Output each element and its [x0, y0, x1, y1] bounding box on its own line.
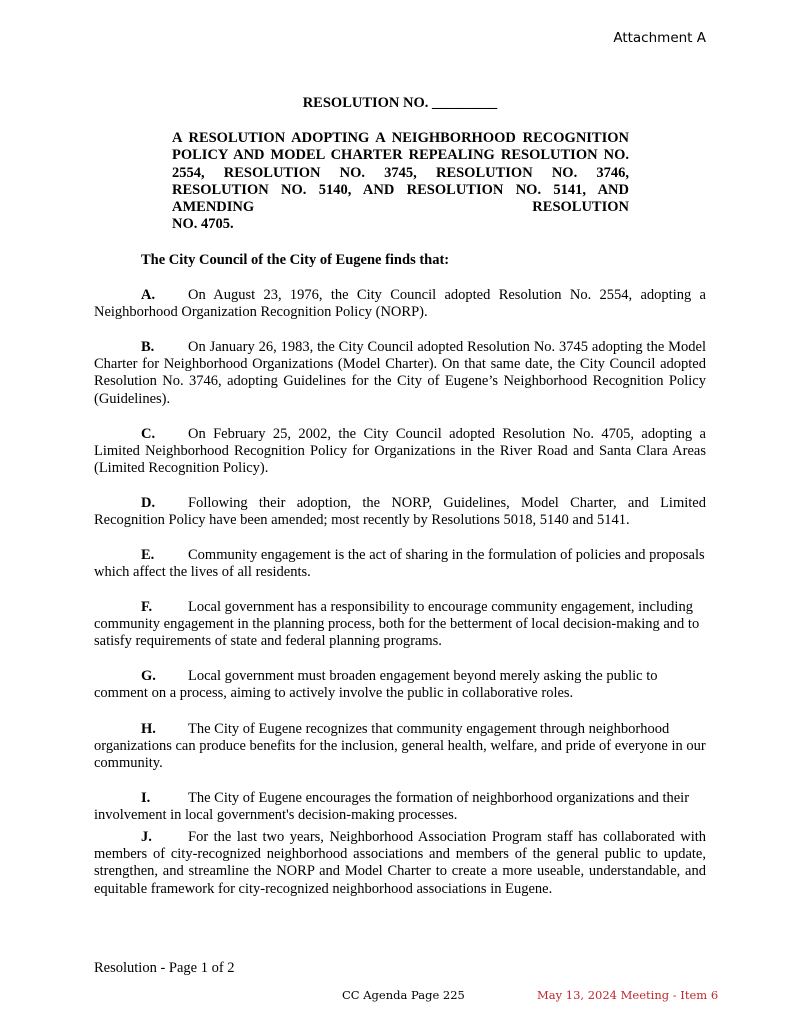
resolution-subtitle-text: A RESOLUTION ADOPTING A NEIGHBORHOOD RECOGNITION POLICY AND MODEL CHARTER REPEALING RESOLUTION NO. 2554, RESOLUTION NO. 3745, RESOLUTION NO. 3746, RESOLUTION NO. 5140, AND RESOLUTION NO. 5141, AND AMENDING RESOLUTION	[172, 130, 629, 216]
finding-text: On August 23, 1976, the City Council adopted Resolution No. 2554, adopting a Neighborhood Organization Recognition Policy (NORP).	[94, 287, 706, 321]
finding-letter: J.	[141, 829, 152, 845]
findings-intro: The City Council of the City of Eugene finds that:	[141, 252, 450, 268]
finding-text: On February 25, 2002, the City Council adopted Resolution No. 4705, adopting a Limited Neighborhood Recognition Policy for Organizations in the River Road and Santa Clara Areas (Limited Recognition Policy).	[94, 426, 706, 477]
finding-f	[94, 599, 706, 651]
finding-text: Community engagement is the act of sharing in the formulation of policies and proposals which affect the lives of all residents.	[94, 547, 705, 581]
finding-i	[94, 790, 706, 824]
finding-e	[94, 547, 706, 581]
finding-letter: G.	[141, 668, 156, 684]
finding-letter: I.	[141, 790, 151, 806]
agenda-page: CC Agenda Page 225	[342, 988, 465, 1002]
finding-letter: B.	[141, 339, 155, 355]
finding-j	[94, 829, 706, 898]
finding-letter: E.	[141, 547, 155, 563]
finding-g	[94, 668, 706, 702]
resolution-subtitle-last: NO. 4705.	[172, 216, 234, 233]
finding-text: Following their adoption, the NORP, Guidelines, Model Charter, and Limited Recognition Policy have been amended; most recently by Resolutions 5018, 5140 and 5141.	[94, 495, 706, 529]
finding-letter: F.	[141, 599, 153, 615]
resolution-title: RESOLUTION NO. _________	[302, 95, 498, 111]
finding-c	[94, 426, 706, 478]
finding-letter: C.	[141, 426, 156, 442]
page-number: Resolution - Page 1 of 2	[94, 960, 235, 976]
finding-h	[94, 721, 706, 773]
resolution-subtitle	[172, 130, 629, 234]
finding-d	[94, 495, 706, 529]
finding-a	[94, 287, 706, 321]
finding-text: The City of Eugene encourages the formation of neighborhood organizations and their involvement in local government's decision-making processes.	[94, 790, 690, 824]
finding-text: Local government must broaden engagement beyond merely asking the public to comment on a process, aiming to actively involve the public in collaborative roles.	[94, 668, 658, 702]
attachment-label: Attachment A	[613, 30, 706, 46]
finding-letter: A.	[141, 287, 156, 303]
finding-b	[94, 339, 706, 408]
meeting-item: May 13, 2024 Meeting - Item 6	[537, 988, 719, 1002]
finding-text: The City of Eugene recognizes that community engagement through neighborhood organizations can produce benefits for the inclusion, general health, welfare, and pride of everyone in our community.	[94, 721, 706, 772]
finding-letter: D.	[141, 495, 156, 511]
finding-text: For the last two years, Neighborhood Association Program staff has collaborated with members of city-recognized neighborhood associations and members of the general public to update, strengthen, and streamline the NORP and Model Charter to create a more useable, understandable, and equitable framework for city-recognized neighborhood associations in Eugene.	[94, 829, 706, 897]
finding-text: Local government has a responsibility to encourage community engagement, including community engagement in the planning process, both for the betterment of local decision-making and to satisfy requirements of state and federal planning programs.	[94, 599, 700, 650]
finding-text: On January 26, 1983, the City Council adopted Resolution No. 3745 adopting the Model Charter for Neighborhood Organizations (Model Charter). On that same date, the City Council adopted Resolution No. 3746, adopting Guidelines for the City of Eugene’s Neighborhood Recognition Policy (Guidelines).	[94, 339, 706, 407]
finding-letter: H.	[141, 721, 156, 737]
